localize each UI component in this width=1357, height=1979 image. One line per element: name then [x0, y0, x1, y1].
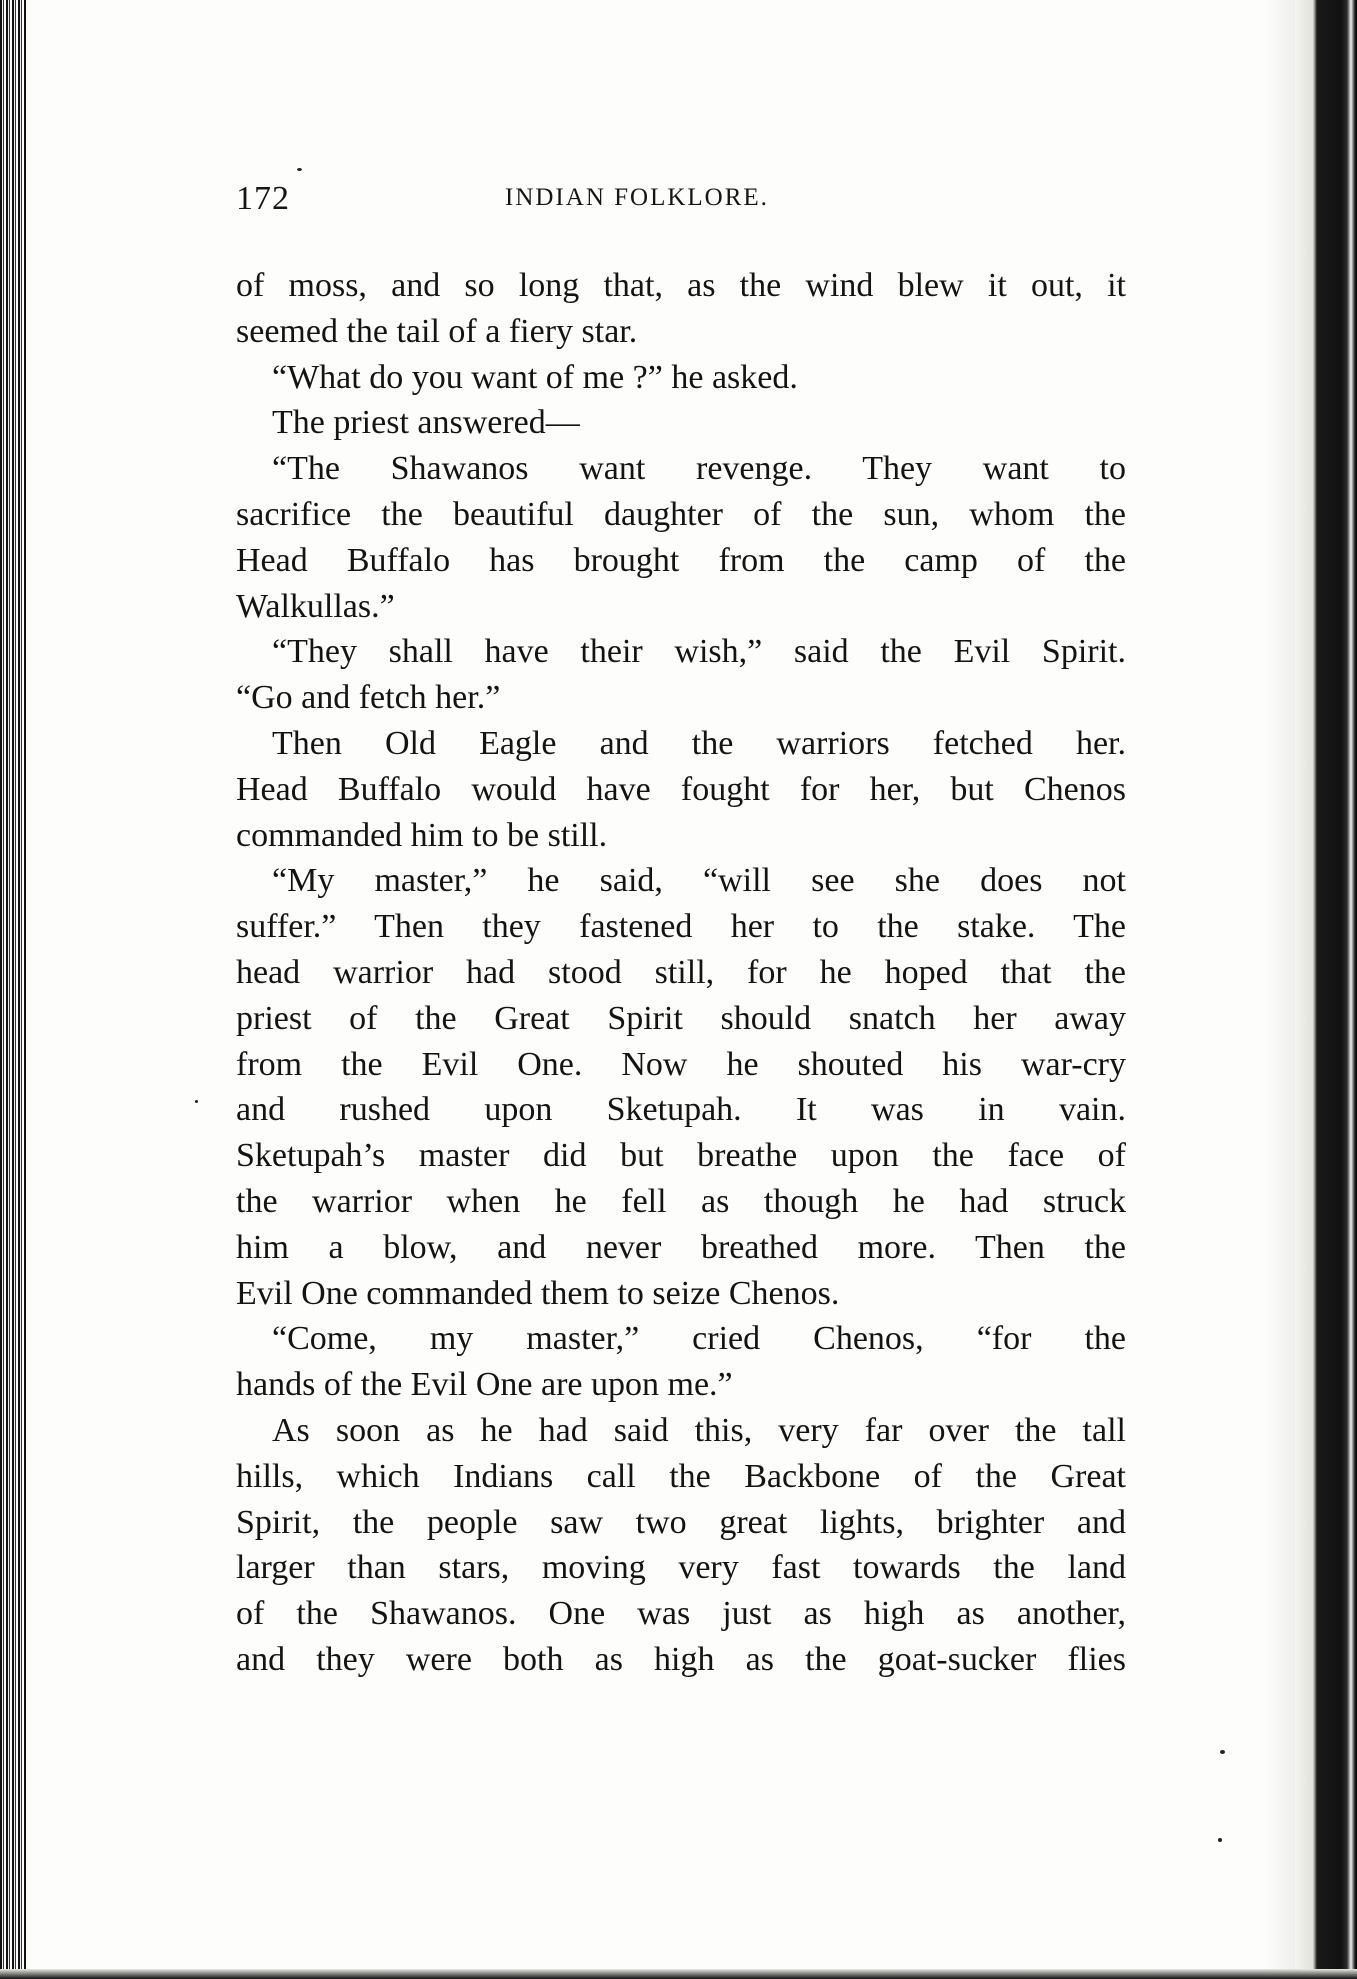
text-line: commanded him to be still. — [236, 816, 608, 854]
text-line: “Go and fetch her.” — [236, 679, 501, 717]
text-line: hills, which Indians call the Backbone of the Great — [236, 1457, 1126, 1495]
text-line: “Come, my master,” cried Chenos, “for the — [272, 1320, 1126, 1358]
text-line: The priest answered— — [272, 404, 580, 442]
text-line: As soon as he had said this, very far over the tall — [272, 1411, 1126, 1449]
text-line: Sketupah’s master did but breathe upon the face of — [236, 1137, 1126, 1175]
print-speck — [195, 1100, 198, 1103]
right-page-edges — [1295, 0, 1357, 1979]
text-line: “What do you want of me ?” he asked. — [272, 358, 798, 396]
text-line: seemed the tail of a fiery star. — [236, 312, 638, 350]
text-line: Walkullas.” — [236, 587, 395, 625]
text-line: “They shall have their wish,” said the Evil Spirit. — [272, 633, 1126, 671]
left-binding-edge — [0, 0, 26, 1979]
text-line: suffer.” Then they fastened her to the stake. The — [236, 908, 1126, 946]
page-edge-shadow — [1265, 0, 1295, 1979]
print-speck — [297, 168, 302, 171]
text-line: head warrior had stood still, for he hoped that the — [236, 953, 1126, 991]
text-line: sacrifice the beautiful daughter of the sun, whom the — [236, 495, 1126, 533]
text-line: Head Buffalo would have fought for her, but Chenos — [236, 770, 1126, 808]
bottom-page-edge — [0, 1969, 1357, 1979]
text-line: hands of the Evil One are upon me.” — [236, 1366, 733, 1404]
page-header — [236, 180, 1126, 230]
text-line: of the Shawanos. One was just as high as another, — [236, 1595, 1126, 1633]
text-line: Then Old Eagle and the warriors fetched her. — [272, 724, 1126, 762]
text-line: the warrior when he fell as though he had struck — [236, 1182, 1126, 1220]
text-line: him a blow, and never breathed more. Then the — [236, 1228, 1126, 1266]
text-line: Evil One commanded them to seize Chenos. — [236, 1274, 840, 1312]
body-text — [236, 263, 1126, 1683]
text-line: priest of the Great Spirit should snatch her away — [236, 999, 1126, 1037]
print-speck — [1220, 1750, 1225, 1754]
print-speck — [1218, 1838, 1222, 1842]
text-line: of moss, and so long that, as the wind blew it out, it — [236, 267, 1126, 304]
text-line: larger than stars, moving very fast towards the land — [236, 1549, 1126, 1587]
text-line: Head Buffalo has brought from the camp of the — [236, 541, 1126, 579]
text-line: and rushed upon Sketupah. It was in vain. — [236, 1091, 1126, 1129]
text-line: and they were both as high as the goat-sucker flies — [236, 1640, 1126, 1678]
running-head: INDIAN FOLKLORE. — [505, 184, 769, 211]
text-line: “My master,” he said, “will see she does not — [272, 862, 1126, 900]
text-line: “The Shawanos want revenge. They want to — [272, 450, 1126, 488]
page-number: 172 — [236, 180, 290, 217]
text-line: Spirit, the people saw two great lights, brighter and — [236, 1503, 1126, 1541]
text-line: from the Evil One. Now he shouted his war-cry — [236, 1045, 1126, 1083]
